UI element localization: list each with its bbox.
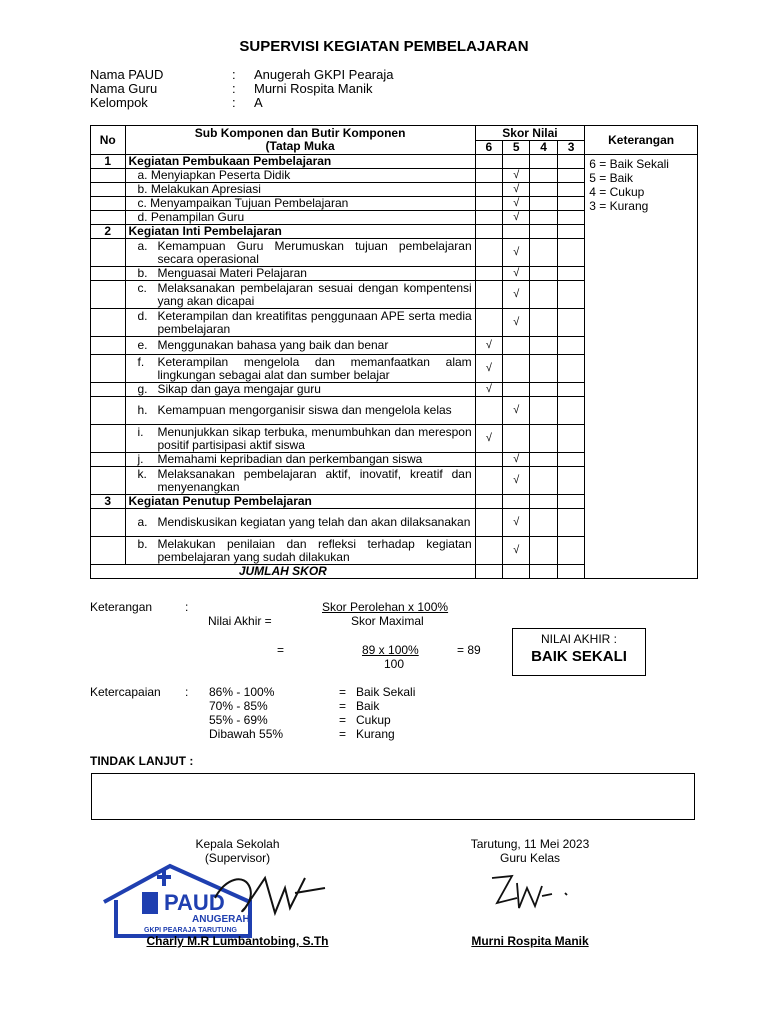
- item-cell: [125, 239, 475, 267]
- formula-numerator: Skor Perolehan x 100%: [322, 600, 449, 614]
- check-mark: √: [475, 425, 502, 453]
- header-no: No: [91, 126, 126, 155]
- nilai-akhir-box-value: BAIK SEKALI: [531, 648, 627, 665]
- range-eq: =: [339, 727, 347, 741]
- header-sub-komponen: [125, 126, 475, 155]
- item-text: Menunjukkan sikap terbuka, menumbuhkan dan merespon positif partisipasi aktif siswa: [157, 424, 472, 452]
- item-cell: [125, 337, 475, 355]
- supervisor-signature: [195, 858, 340, 928]
- check-mark: √: [503, 537, 530, 565]
- item-text: Melaksanakan pembelajaran sesuai dengan kompentensi yang akan dicapai: [157, 280, 472, 308]
- formula-denominator: Skor Maximal: [351, 614, 424, 628]
- item-cell: [125, 537, 475, 565]
- item-cell: [125, 453, 475, 467]
- row-number: 2: [91, 225, 126, 239]
- teacher-role: Guru Kelas: [499, 851, 561, 865]
- calc-denominator: 100: [384, 657, 405, 671]
- item-text: d. Penampilan Guru: [125, 211, 475, 225]
- item-letter: a.: [137, 515, 148, 529]
- check-mark: √: [475, 355, 502, 383]
- supervisor-role-line1: Kepala Sekolah: [195, 837, 280, 851]
- tindak-lanjut-box[interactable]: [91, 773, 695, 820]
- item-cell: [125, 267, 475, 281]
- item-text: Kemampuan Guru Merumuskan tujuan pembelajaran secara operasional: [157, 238, 472, 266]
- info-label: Nama Guru: [90, 81, 158, 96]
- info-label: Kelompok: [90, 95, 148, 110]
- legend-line: 5 = Baik: [589, 171, 633, 185]
- item-text: Menggunakan bahasa yang baik dan benar: [157, 338, 389, 352]
- section-title: Kegiatan Penutup Pembelajaran: [125, 495, 475, 509]
- ketercapaian-ranges: [209, 685, 283, 741]
- teacher-block: [445, 837, 615, 865]
- item-letter: f.: [137, 354, 145, 369]
- document-title: SUPERVISI KEGIATAN PEMBELAJARAN: [239, 38, 529, 55]
- supervision-table: [90, 125, 698, 579]
- ketercapaian-label: Ketercapaian: [90, 685, 161, 699]
- check-mark: √: [503, 509, 530, 537]
- info-colon: :: [232, 67, 236, 82]
- info-row-kelompok: [90, 96, 393, 110]
- check-mark: √: [503, 309, 530, 337]
- info-row-paud: [90, 68, 393, 82]
- info-label: Nama PAUD: [90, 67, 164, 82]
- item-text: a. Menyiapkan Peserta Didik: [125, 169, 475, 183]
- item-text: Sikap dan gaya mengajar guru: [157, 382, 321, 396]
- check-mark: √: [503, 211, 530, 225]
- header-score-3: 3: [557, 141, 584, 155]
- range-text: Dibawah 55%: [209, 727, 284, 741]
- header-sub-line2: (Tatap Muka: [265, 139, 335, 153]
- range-desc: Kurang: [356, 727, 395, 741]
- jumlah-skor-label: JUMLAH SKOR: [91, 565, 476, 579]
- range-desc: Baik: [356, 699, 380, 713]
- info-row-guru: [90, 82, 393, 96]
- range-text: 86% - 100%: [209, 685, 275, 699]
- header-score-4: 4: [530, 141, 557, 155]
- calc-numerator: 89 x 100%: [362, 643, 419, 657]
- range-text: 55% - 69%: [209, 713, 268, 727]
- check-mark: √: [475, 337, 502, 355]
- row-number: 3: [91, 495, 126, 509]
- check-mark: √: [503, 453, 530, 467]
- item-cell: [125, 425, 475, 453]
- item-text: Mendiskusikan kegiatan yang telah dan akan dilaksanakan: [157, 515, 471, 529]
- calc-result: = 89: [457, 643, 481, 657]
- header-score-6: 6: [475, 141, 502, 155]
- check-mark: √: [503, 397, 530, 425]
- check-mark: √: [503, 467, 530, 495]
- check-mark: √: [503, 183, 530, 197]
- stamp-text-gkpi: GKPI PEARAJA TARUTUNG: [144, 927, 237, 934]
- item-cell: [125, 397, 475, 425]
- info-value: Murni Rospita Manik: [254, 81, 373, 96]
- range-desc: Cukup: [356, 713, 391, 727]
- item-text: c. Menyampaikan Tujuan Pembelajaran: [125, 197, 475, 211]
- check-mark: √: [503, 169, 530, 183]
- item-text: Keterampilan mengelola dan memanfaatkan alam lingkungan sebagai alat dan sumber belajar: [157, 354, 472, 382]
- item-text: Menguasai Materi Pelajaran: [157, 266, 307, 280]
- legend-line: 6 = Baik Sekali: [589, 157, 669, 171]
- stamp-text-paud: PAUD: [164, 890, 225, 915]
- item-letter: b.: [137, 536, 148, 551]
- info-colon: :: [232, 95, 236, 110]
- item-text: Keterampilan dan kreatifitas penggunaan APE serta media pembelajaran: [157, 308, 472, 336]
- header-keterangan: Keterangan: [585, 126, 698, 155]
- item-letter: b.: [137, 266, 148, 280]
- check-mark: √: [503, 197, 530, 211]
- keterangan-legend: [585, 155, 698, 579]
- item-text: Melaksanakan pembelajaran aktif, inovatif, kreatif dan menyenangkan: [157, 466, 472, 494]
- check-mark: √: [503, 281, 530, 309]
- item-letter: j.: [137, 452, 144, 466]
- item-cell: [125, 309, 475, 337]
- info-value: Anugerah GKPI Pearaja: [254, 67, 394, 82]
- section-title: Kegiatan Inti Pembelajaran: [125, 225, 475, 239]
- item-letter: a.: [137, 238, 148, 253]
- teacher-name: Murni Rospita Manik: [471, 934, 589, 948]
- range-eq: =: [339, 713, 347, 727]
- nilai-akhir-box: [512, 628, 646, 676]
- ketercapaian-colon: :: [185, 685, 189, 699]
- nilai-akhir-box-label: NILAI AKHIR :: [540, 632, 618, 646]
- range-text: 70% - 85%: [209, 699, 268, 713]
- legend-line: 4 = Cukup: [589, 185, 645, 199]
- ketercapaian-eqs: [339, 685, 346, 741]
- range-eq: =: [339, 699, 347, 713]
- supervisor-role-line2: (Supervisor): [204, 851, 271, 865]
- teacher-signature: [487, 868, 577, 918]
- keterangan-label: Keterangan: [90, 600, 153, 614]
- legend-line: 3 = Kurang: [589, 199, 649, 213]
- item-letter: d.: [137, 308, 148, 323]
- item-cell: [125, 355, 475, 383]
- range-desc: Baik Sekali: [356, 685, 416, 699]
- info-block: [90, 68, 393, 110]
- section-title: Kegiatan Pembukaan Pembelajaran: [125, 155, 475, 169]
- row-number: 1: [91, 155, 126, 169]
- keterangan-colon: :: [185, 600, 189, 614]
- item-letter: i.: [137, 424, 144, 439]
- signing-date: Tarutung, 11 Mei 2023: [470, 837, 590, 851]
- item-text: b. Melakukan Apresiasi: [125, 183, 475, 197]
- supervisor-name: Charly M.R Lumbantobing, S.Th: [146, 934, 329, 948]
- info-value: A: [254, 95, 263, 110]
- header-score-5: 5: [503, 141, 530, 155]
- item-letter: e.: [137, 338, 148, 352]
- item-cell: [125, 467, 475, 495]
- table-row: [91, 155, 698, 169]
- item-cell: [125, 281, 475, 309]
- nilai-akhir-label: Nilai Akhir =: [208, 614, 272, 628]
- item-letter: c.: [137, 280, 147, 295]
- check-mark: √: [503, 239, 530, 267]
- item-text: Memahami kepribadian dan perkembangan siswa: [157, 452, 423, 466]
- header-skor-nilai: Skor Nilai: [475, 126, 585, 141]
- stamp-text-anugerah: ANUGERAH: [192, 914, 250, 925]
- tindak-lanjut-label: TINDAK LANJUT :: [90, 754, 194, 768]
- item-cell: [125, 383, 475, 397]
- item-letter: h.: [137, 403, 148, 417]
- header-sub-line1: Sub Komponen dan Butir Komponen: [194, 126, 406, 140]
- range-eq: =: [339, 685, 347, 699]
- info-colon: :: [232, 81, 236, 96]
- ketercapaian-descs: [356, 685, 415, 741]
- item-letter: k.: [137, 466, 147, 481]
- item-text: Melakukan penilaian dan refleksi terhadap kegiatan pembelajaran yang sudah dilakukan: [157, 536, 472, 564]
- item-cell: [125, 509, 475, 537]
- check-mark: √: [475, 383, 502, 397]
- equals-sign: =: [277, 643, 285, 657]
- item-letter: g.: [137, 382, 148, 396]
- check-mark: √: [503, 267, 530, 281]
- item-text: Kemampuan mengorganisir siswa dan mengelola kelas: [157, 403, 452, 417]
